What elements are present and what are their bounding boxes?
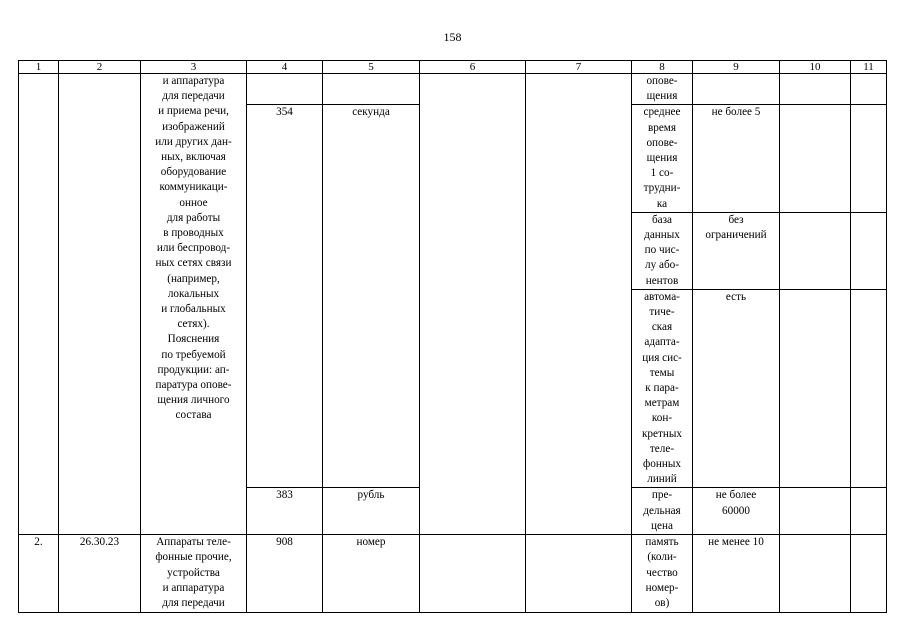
table-row [19,535,887,613]
row2-col7 [526,535,632,613]
row1-col7 [526,74,632,535]
row1c-col9: без ограничений [693,212,780,289]
row1e-col11 [851,488,887,535]
row1e-col8: пре- дельная цена [632,488,693,535]
header-col-5: 5 [323,61,420,74]
document-table [18,60,887,613]
row1e-col4: 383 [247,488,323,535]
row1a-col10 [780,74,851,105]
row1a-col11 [851,74,887,105]
row1a-col9 [693,74,780,105]
header-col-9: 9 [693,61,780,74]
header-col-6: 6 [420,61,526,74]
row1b-col10 [780,105,851,212]
row1a-col4 [247,74,323,105]
row2-col9: не менее 10 [693,535,780,613]
row2-col5: номер [323,535,420,613]
row2-col8: память (коли- чество номер- ов) [632,535,693,613]
row1b-col11 [851,105,887,212]
row1-col2 [59,74,141,535]
row1-col1 [19,74,59,535]
header-col-4: 4 [247,61,323,74]
row2-col3: Аппараты теле- фонные прочие, устройства и аппаратура для передачи [141,535,247,613]
row1-col6 [420,74,526,535]
table-row [19,74,887,105]
header-row [19,61,887,74]
row1d-col11 [851,289,887,488]
header-col-1: 1 [19,61,59,74]
row1c-col8: база данных по чис- лу або- нентов [632,212,693,289]
row2-col4: 908 [247,535,323,613]
row1b-col4: 354 [247,105,323,488]
row1b-col9: не более 5 [693,105,780,212]
header-col-8: 8 [632,61,693,74]
row2-col2: 26.30.23 [59,535,141,613]
row1b-col5: секунда [323,105,420,488]
row2-col11 [851,535,887,613]
header-col-10: 10 [780,61,851,74]
header-col-7: 7 [526,61,632,74]
row1-description: и аппаратура для передачи и приема речи, изображений или других дан- ных, включая оборудование коммуникаци- онное для работы в проводных или беспровод- ных сетях связи (например, локальных и глобальных сетях). Пояснения по требуемой продукции: ап- паратура опове- щения личного состава [141,74,247,535]
row1d-col8: автома- тиче- ская адапта- ция сис- темы к пара- метрам кон- кретных теле- фонных линий [632,289,693,488]
row2-col1: 2. [19,535,59,613]
row2-col6 [420,535,526,613]
row1e-col9: не более 60000 [693,488,780,535]
row1d-col9: есть [693,289,780,488]
row1d-col10 [780,289,851,488]
row2-col10 [780,535,851,613]
header-col-11: 11 [851,61,887,74]
row1a-col5 [323,74,420,105]
header-col-3: 3 [141,61,247,74]
row1b-col8: среднее время опове- щения 1 со- трудни- ка [632,105,693,212]
page-number: 158 [443,30,462,44]
row1a-col8: опове- щения [632,74,693,105]
row1c-col10 [780,212,851,289]
header-col-2: 2 [59,61,141,74]
row1e-col5: рубль [323,488,420,535]
row1e-col10 [780,488,851,535]
row1c-col11 [851,212,887,289]
